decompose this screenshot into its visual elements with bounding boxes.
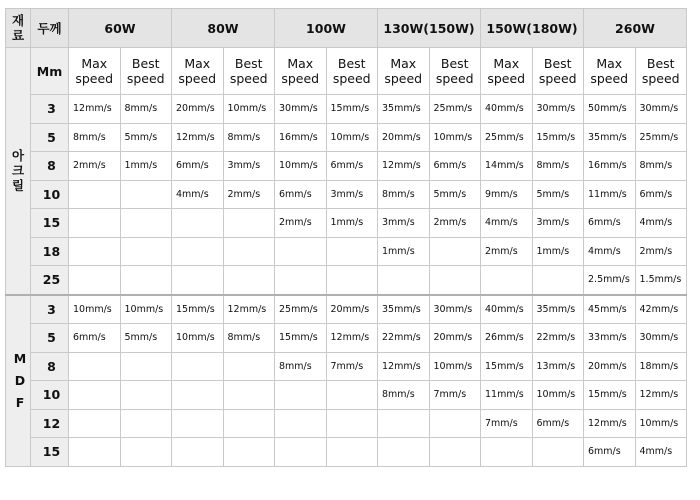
best-speed-cell (532, 266, 584, 295)
max-speed-header-line2: speed (487, 71, 526, 86)
max-speed-cell (172, 237, 224, 266)
best-speed-cell (120, 209, 172, 238)
best-speed-header-line1: Best (234, 56, 263, 71)
max-speed-cell: 16mm/s (584, 152, 636, 181)
best-speed-cell: 18mm/s (635, 352, 687, 381)
max-speed-cell: 45mm/s (584, 295, 636, 324)
max-speed-cell: 11mm/s (584, 180, 636, 209)
table-row (6, 409, 687, 438)
best-speed-cell (223, 352, 275, 381)
best-speed-cell (120, 266, 172, 295)
thickness-cell: 10 (31, 381, 69, 410)
max-speed-cell: 6mm/s (275, 180, 327, 209)
max-speed-cell: 35mm/s (584, 123, 636, 152)
best-speed-cell: 4mm/s (635, 438, 687, 467)
best-speed-cell: 30mm/s (635, 324, 687, 353)
max-speed-cell (275, 266, 327, 295)
best-speed-cell (326, 409, 378, 438)
best-speed-cell: 30mm/s (532, 95, 584, 124)
best-speed-cell (223, 381, 275, 410)
material-name-char: 크 (11, 163, 25, 179)
max-speed-cell: 30mm/s (275, 95, 327, 124)
best-speed-cell: 12mm/s (635, 381, 687, 410)
best-speed-cell: 6mm/s (429, 152, 481, 181)
table-row (6, 352, 687, 381)
power-header-260w: 260W (584, 9, 687, 48)
best-speed-cell: 12mm/s (223, 295, 275, 324)
header-row (6, 9, 687, 48)
max-speed-cell (69, 381, 121, 410)
max-speed-cell (69, 209, 121, 238)
best-speed-header-line2: speed (229, 71, 268, 86)
best-speed-cell (532, 438, 584, 467)
best-speed-cell: 8mm/s (635, 152, 687, 181)
max-speed-cell: 4mm/s (172, 180, 224, 209)
best-speed-cell (326, 381, 378, 410)
thickness-cell: 5 (31, 123, 69, 152)
material-name-char: M (13, 350, 27, 366)
best-speed-cell: 22mm/s (532, 324, 584, 353)
best-speed-cell: 2mm/s (223, 180, 275, 209)
max-speed-header-line1: Max (390, 56, 417, 71)
table-row (6, 95, 687, 124)
thickness-cell: 3 (31, 95, 69, 124)
best-speed-cell (326, 266, 378, 295)
best-speed-cell: 8mm/s (120, 95, 172, 124)
material-name-char: D (14, 372, 26, 388)
best-speed-cell: 13mm/s (532, 352, 584, 381)
max-speed-cell: 10mm/s (275, 152, 327, 181)
best-speed-cell: 6mm/s (635, 180, 687, 209)
max-speed-header-line1: Max (596, 56, 623, 71)
max-speed-cell (378, 409, 430, 438)
best-speed-cell (326, 237, 378, 266)
max-speed-cell: 40mm/s (481, 295, 533, 324)
max-speed-cell: 20mm/s (172, 95, 224, 124)
best-speed-cell (120, 381, 172, 410)
best-speed-cell: 7mm/s (429, 381, 481, 410)
thickness-cell: 15 (31, 209, 69, 238)
thickness-cell: 10 (31, 180, 69, 209)
best-speed-header (326, 48, 378, 95)
best-speed-header (532, 48, 584, 95)
max-speed-cell: 33mm/s (584, 324, 636, 353)
max-speed-cell: 8mm/s (378, 180, 430, 209)
table-row (6, 324, 687, 353)
best-speed-cell (429, 237, 481, 266)
best-speed-cell (223, 438, 275, 467)
best-speed-cell: 4mm/s (635, 209, 687, 238)
thickness-cell: 18 (31, 237, 69, 266)
mm-header: Mm (31, 48, 69, 95)
max-speed-cell: 8mm/s (378, 381, 430, 410)
max-speed-cell (172, 352, 224, 381)
max-speed-cell (172, 438, 224, 467)
max-speed-cell: 2mm/s (481, 237, 533, 266)
best-speed-cell: 1mm/s (326, 209, 378, 238)
best-speed-cell: 15mm/s (532, 123, 584, 152)
best-speed-cell: 15mm/s (326, 95, 378, 124)
table-row (6, 438, 687, 467)
best-speed-cell (429, 438, 481, 467)
thickness-cell: 15 (31, 438, 69, 467)
max-speed-cell (275, 409, 327, 438)
max-speed-header-line2: speed (384, 71, 423, 86)
max-speed-cell: 3mm/s (378, 209, 430, 238)
best-speed-cell: 7mm/s (326, 352, 378, 381)
max-speed-cell: 2.5mm/s (584, 266, 636, 295)
max-speed-cell (275, 438, 327, 467)
subheader-row (6, 48, 687, 95)
max-speed-cell: 2mm/s (69, 152, 121, 181)
max-speed-cell: 20mm/s (584, 352, 636, 381)
table-row (6, 123, 687, 152)
max-speed-cell (69, 180, 121, 209)
max-speed-header-line2: speed (75, 71, 114, 86)
best-speed-cell: 2mm/s (429, 209, 481, 238)
material-cell-mdf (6, 295, 31, 467)
best-speed-cell: 1mm/s (120, 152, 172, 181)
best-speed-cell: 3mm/s (326, 180, 378, 209)
max-speed-cell: 15mm/s (275, 324, 327, 353)
max-speed-cell: 6mm/s (584, 209, 636, 238)
max-speed-cell (378, 438, 430, 467)
best-speed-cell (120, 438, 172, 467)
thickness-cell: 3 (31, 295, 69, 324)
best-speed-header (635, 48, 687, 95)
best-speed-header-line1: Best (131, 56, 160, 71)
max-speed-cell: 12mm/s (584, 409, 636, 438)
table-row (6, 209, 687, 238)
max-speed-header (275, 48, 327, 95)
best-speed-header (429, 48, 481, 95)
max-speed-cell: 35mm/s (378, 295, 430, 324)
best-speed-cell: 10mm/s (326, 123, 378, 152)
thickness-header: 두께 (31, 9, 69, 48)
best-speed-cell: 10mm/s (429, 352, 481, 381)
best-speed-header-line1: Best (543, 56, 572, 71)
max-speed-cell (378, 266, 430, 295)
max-speed-cell (69, 266, 121, 295)
best-speed-cell: 3mm/s (532, 209, 584, 238)
power-header-130w: 130W(150W) (378, 9, 481, 48)
best-speed-cell: 30mm/s (635, 95, 687, 124)
best-speed-cell: 6mm/s (532, 409, 584, 438)
best-speed-cell (223, 266, 275, 295)
best-speed-cell (326, 438, 378, 467)
max-speed-header-line2: speed (281, 71, 320, 86)
best-speed-cell: 20mm/s (429, 324, 481, 353)
best-speed-cell: 30mm/s (429, 295, 481, 324)
best-speed-cell (223, 409, 275, 438)
max-speed-header-line2: speed (590, 71, 629, 86)
max-speed-cell (172, 409, 224, 438)
max-speed-cell: 12mm/s (378, 352, 430, 381)
best-speed-cell: 10mm/s (635, 409, 687, 438)
best-speed-header-line2: speed (435, 71, 474, 86)
max-speed-cell (172, 209, 224, 238)
max-speed-cell: 20mm/s (378, 123, 430, 152)
max-speed-cell (275, 381, 327, 410)
max-speed-header-line1: Max (184, 56, 211, 71)
max-speed-cell: 15mm/s (172, 295, 224, 324)
max-speed-header (378, 48, 430, 95)
thickness-cell: 8 (31, 352, 69, 381)
material-header-label: 재료 (11, 13, 25, 43)
best-speed-cell (223, 237, 275, 266)
max-speed-cell: 12mm/s (378, 152, 430, 181)
best-speed-cell: 10mm/s (532, 381, 584, 410)
best-speed-header-line1: Best (646, 56, 675, 71)
max-speed-header-line1: Max (287, 56, 314, 71)
max-speed-cell: 6mm/s (69, 324, 121, 353)
max-speed-cell: 16mm/s (275, 123, 327, 152)
best-speed-header-line1: Best (440, 56, 469, 71)
max-speed-cell (172, 381, 224, 410)
max-speed-cell: 22mm/s (378, 324, 430, 353)
max-speed-cell: 25mm/s (275, 295, 327, 324)
max-speed-cell: 10mm/s (69, 295, 121, 324)
max-speed-cell: 12mm/s (69, 95, 121, 124)
best-speed-cell: 5mm/s (120, 324, 172, 353)
best-speed-cell: 3mm/s (223, 152, 275, 181)
max-speed-header (584, 48, 636, 95)
max-speed-cell: 26mm/s (481, 324, 533, 353)
best-speed-cell (223, 209, 275, 238)
max-speed-header (69, 48, 121, 95)
power-header-60w: 60W (69, 9, 172, 48)
max-speed-cell (481, 438, 533, 467)
max-speed-cell (69, 352, 121, 381)
best-speed-cell: 8mm/s (532, 152, 584, 181)
max-speed-cell: 8mm/s (275, 352, 327, 381)
material-name-char: 릴 (11, 178, 25, 194)
best-speed-cell: 25mm/s (429, 95, 481, 124)
best-speed-cell: 1mm/s (532, 237, 584, 266)
max-speed-cell: 4mm/s (481, 209, 533, 238)
best-speed-cell: 10mm/s (429, 123, 481, 152)
max-speed-header (172, 48, 224, 95)
material-name-char: 아 (11, 148, 25, 164)
max-speed-cell: 40mm/s (481, 95, 533, 124)
max-speed-cell: 1mm/s (378, 237, 430, 266)
max-speed-cell: 12mm/s (172, 123, 224, 152)
best-speed-cell: 12mm/s (326, 324, 378, 353)
best-speed-cell: 5mm/s (429, 180, 481, 209)
thickness-cell: 25 (31, 266, 69, 295)
best-speed-cell: 20mm/s (326, 295, 378, 324)
table-body (6, 48, 687, 467)
max-speed-cell: 2mm/s (275, 209, 327, 238)
best-speed-cell: 2mm/s (635, 237, 687, 266)
laser-speed-table-container (5, 8, 687, 467)
table-row (6, 237, 687, 266)
material-name-char: F (15, 394, 25, 410)
best-speed-header-line1: Best (337, 56, 366, 71)
table-row (6, 152, 687, 181)
best-speed-header (223, 48, 275, 95)
best-speed-cell: 8mm/s (223, 123, 275, 152)
laser-speed-table (5, 8, 687, 467)
max-speed-cell (69, 409, 121, 438)
max-speed-cell: 6mm/s (172, 152, 224, 181)
max-speed-cell: 11mm/s (481, 381, 533, 410)
thickness-cell: 8 (31, 152, 69, 181)
best-speed-header-line2: speed (332, 71, 371, 86)
max-speed-cell: 8mm/s (69, 123, 121, 152)
max-speed-cell: 25mm/s (481, 123, 533, 152)
best-speed-cell (120, 409, 172, 438)
max-speed-cell (69, 237, 121, 266)
max-speed-header-line2: speed (178, 71, 217, 86)
max-speed-cell (69, 438, 121, 467)
best-speed-cell: 6mm/s (326, 152, 378, 181)
max-speed-cell: 6mm/s (584, 438, 636, 467)
best-speed-cell: 35mm/s (532, 295, 584, 324)
max-speed-cell: 50mm/s (584, 95, 636, 124)
max-speed-header-line1: Max (81, 56, 108, 71)
thickness-cell: 5 (31, 324, 69, 353)
best-speed-header-line2: speed (126, 71, 165, 86)
material-header (6, 9, 31, 48)
best-speed-cell: 10mm/s (223, 95, 275, 124)
table-row (6, 266, 687, 295)
max-speed-cell (481, 266, 533, 295)
max-speed-header (481, 48, 533, 95)
power-header-100w: 100W (275, 9, 378, 48)
thickness-cell: 12 (31, 409, 69, 438)
power-header-80w: 80W (172, 9, 275, 48)
best-speed-header-line2: speed (538, 71, 577, 86)
max-speed-cell: 15mm/s (481, 352, 533, 381)
max-speed-header-line1: Max (493, 56, 520, 71)
best-speed-cell: 5mm/s (120, 123, 172, 152)
table-row (6, 295, 687, 324)
best-speed-cell: 5mm/s (532, 180, 584, 209)
best-speed-cell (429, 409, 481, 438)
max-speed-cell: 15mm/s (584, 381, 636, 410)
table-row (6, 180, 687, 209)
best-speed-cell (120, 352, 172, 381)
best-speed-cell: 1.5mm/s (635, 266, 687, 295)
power-header-150w: 150W(180W) (481, 9, 584, 48)
max-speed-cell: 14mm/s (481, 152, 533, 181)
max-speed-cell: 4mm/s (584, 237, 636, 266)
max-speed-cell (275, 237, 327, 266)
max-speed-cell: 35mm/s (378, 95, 430, 124)
material-cell-acrylic (6, 48, 31, 295)
best-speed-header (120, 48, 172, 95)
best-speed-cell (429, 266, 481, 295)
best-speed-cell (120, 180, 172, 209)
table-row (6, 381, 687, 410)
best-speed-cell: 42mm/s (635, 295, 687, 324)
max-speed-cell: 7mm/s (481, 409, 533, 438)
best-speed-cell: 10mm/s (120, 295, 172, 324)
best-speed-cell: 25mm/s (635, 123, 687, 152)
max-speed-cell: 10mm/s (172, 324, 224, 353)
max-speed-cell: 9mm/s (481, 180, 533, 209)
best-speed-header-line2: speed (641, 71, 680, 86)
max-speed-cell (172, 266, 224, 295)
best-speed-cell: 8mm/s (223, 324, 275, 353)
best-speed-cell (120, 237, 172, 266)
